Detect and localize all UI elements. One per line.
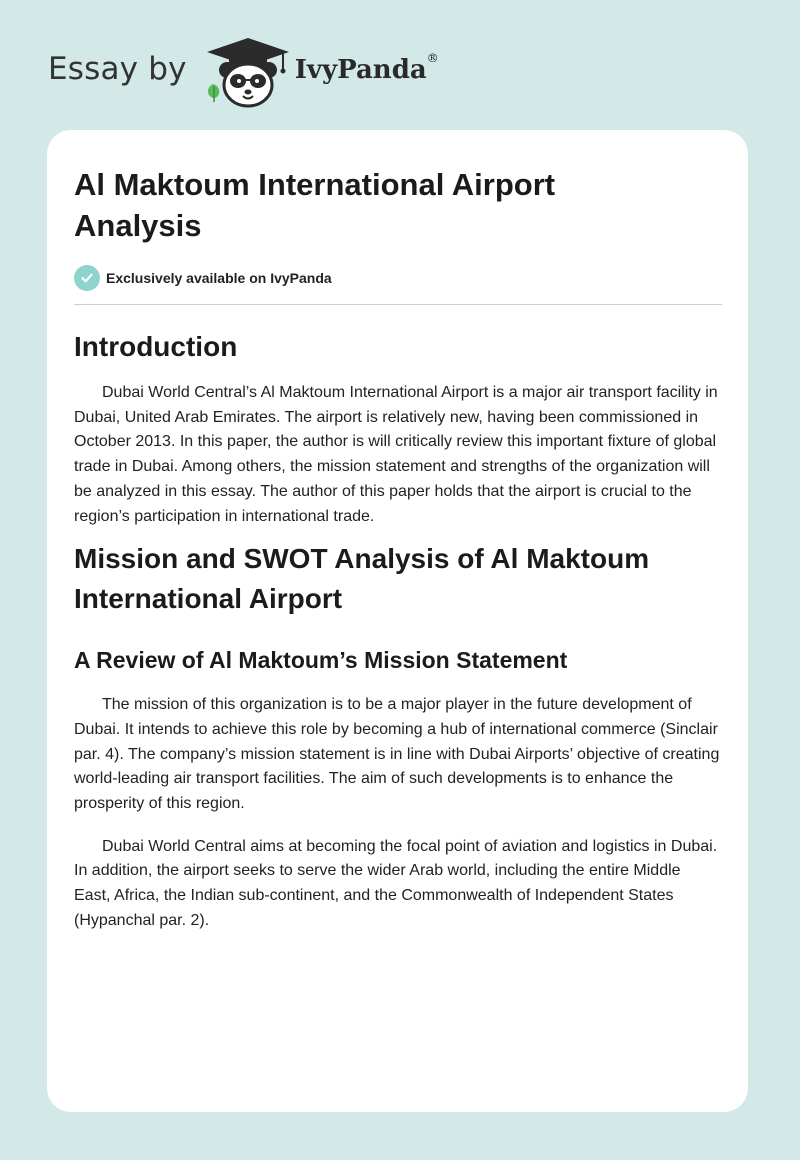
divider xyxy=(74,304,722,305)
panda-logo-icon[interactable] xyxy=(203,36,293,108)
section-heading-mission-swot: Mission and SWOT Analysis of Al Maktoum International Airport xyxy=(74,543,650,615)
brand-name xyxy=(294,51,439,85)
registered-mark: ® xyxy=(426,51,439,66)
brand-prefix: Essay by xyxy=(48,50,187,87)
mission-paragraph-2: Dubai World Central aims at becoming the focal point of aviation and logistics in Dubai. In addition, the airport seeks to serve the wider Arab world, including the entire Middle East, Africa, the Indian sub-continent, and the Commonwealth of Independent States (Hypanchal par. 2). xyxy=(74,837,718,929)
introduction-paragraph: Dubai World Central’s Al Maktoum International Airport is a major air transport facility in Dubai, United Arab Emirates. The airport is relatively new, having been commissioned in October 2013. In this paper, the author is will critically review this important fixture of global trade in Dubai. Among others, the mission statement and strengths of the organization will be analyzed in this essay. The author of this paper holds that the airport is crucial to the region’s participation in international trade. xyxy=(74,384,718,525)
exclusive-badge-label: Exclusively available on IvyPanda xyxy=(106,270,332,286)
section-heading-introduction: Introduction xyxy=(74,331,238,362)
checkmark-icon xyxy=(74,265,100,291)
brand-name-text: IvyPanda xyxy=(294,55,427,85)
mission-paragraph-1: The mission of this organization is to be a major player in the future development of Dubai. It intends to achieve this role by becoming a hub of international commerce (Sinclair par. 4). The company’s mission statement is in line with Dubai Airports’ objective of creating world-leading air transport facilities. The aim of such developments is to enhance the prosperity of this region. xyxy=(74,696,720,813)
article-title: Al Maktoum International Airport Analysis xyxy=(74,167,556,243)
subsection-heading-mission-review: A Review of Al Maktoum’s Mission Statement xyxy=(74,647,568,674)
exclusive-badge xyxy=(74,264,721,292)
site-header xyxy=(48,36,439,108)
article-card xyxy=(47,130,748,1112)
